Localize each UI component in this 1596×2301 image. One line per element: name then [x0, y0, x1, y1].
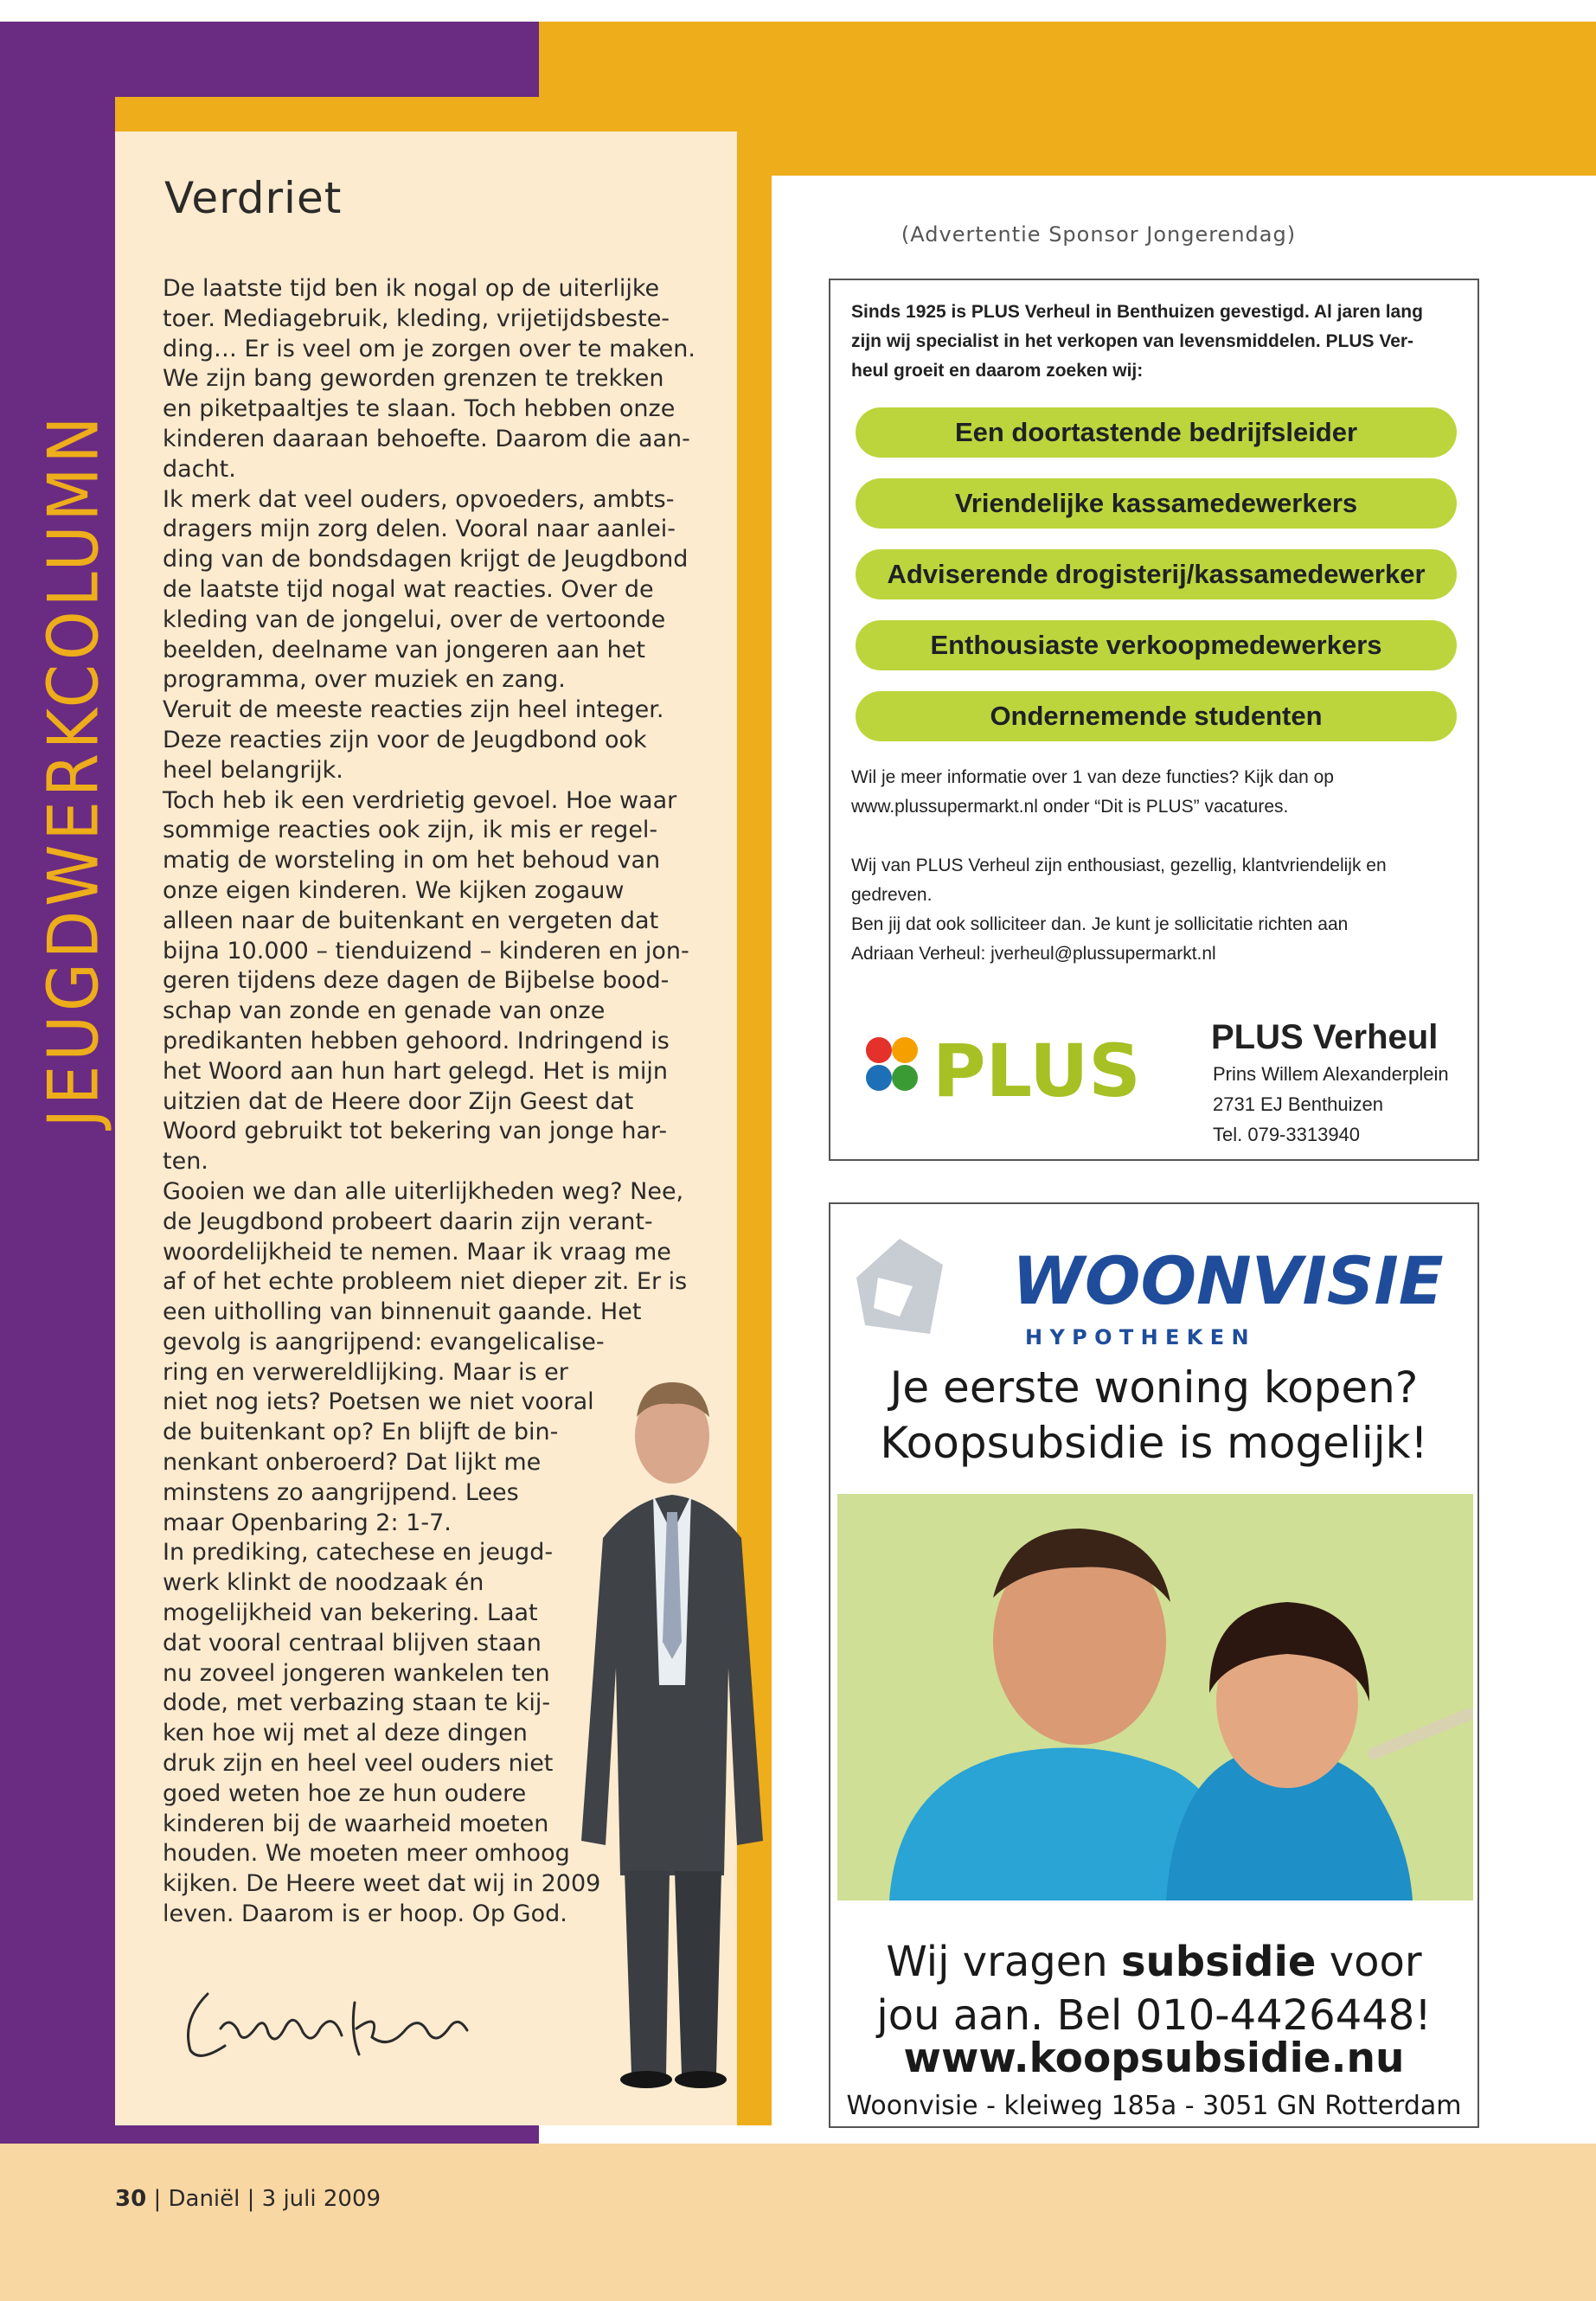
column-line: maar Openbaring 2: 1-7. [163, 1509, 452, 1536]
column-line: dode, met verbazing staan te kij- [163, 1689, 551, 1717]
column-line: kleding van de jongelui, over de vertoonde [163, 606, 666, 633]
plus-info: Wil je meer informatie over 1 van deze functies? Kijk dan op www.plussupermarkt.nl onder “Dit is PLUS” vacatures. [851, 767, 1334, 817]
woonvisie-headline: Je eerste woning kopen? Koopsubsidie is mogelijk! [880, 1362, 1428, 1468]
column-line: geren tijdens deze dagen de Bijbelse bood- [163, 967, 670, 995]
author-photo [564, 1356, 780, 2092]
author-signature [173, 1968, 476, 2072]
couple-photo [837, 1494, 1473, 1900]
column-line: Woord gebruikt tot bekering van jonge har- [163, 1118, 668, 1145]
column-line: dacht. [163, 455, 236, 483]
column-line: ten. [163, 1148, 208, 1176]
vacancy-pill: Een doortastende bedrijfsleider [856, 407, 1457, 458]
woonvisie-advertisement [829, 1202, 1479, 2128]
column-line: programma, over muziek en zang. [163, 666, 566, 694]
column-line: kinderen daaraan behoefte. Daarom die aan- [163, 425, 690, 452]
column-line: ding… Er is veel om je zorgen over te maken. [163, 335, 695, 362]
page-number: 30 [115, 2186, 147, 2212]
column-shadow-top [115, 97, 772, 131]
column-line: De laatste tijd ben ik nogal op de uiterlijke [163, 275, 660, 302]
column-line: bijna 10.000 – tienduizend – kinderen en jon- [163, 937, 689, 965]
column-line: Toch heb ik een verdrietig gevoel. Hoe waar [163, 786, 677, 814]
vacancy-pill: Ondernemende studenten [856, 691, 1457, 741]
column-line: nu zoveel jongeren wankelen ten [163, 1659, 550, 1687]
column-line: alleen naar de buitenkant en vergeten dat [163, 907, 659, 934]
vacancy-pill: Enthousiaste verkoopmedewerkers [856, 620, 1457, 670]
column-line: mogelijkheid van bekering. Laat [163, 1599, 538, 1627]
column-line: kijken. De Heere weet dat wij in 2009 [163, 1870, 601, 1898]
column-line: de laatste tijd nogal wat reacties. Over de [163, 575, 654, 603]
column-line: ken hoe wij met al deze dingen [163, 1720, 528, 1747]
column-line: houden. We moeten meer omhoog [163, 1840, 570, 1868]
store-name: PLUS Verheul [1211, 1018, 1439, 1056]
column-line: leven. Daarom is er hoop. Op God. [163, 1900, 567, 1928]
store-postcode: 2731 EJ Benthuizen [1213, 1093, 1383, 1115]
magazine-name: Daniël [168, 2186, 240, 2212]
store-address: Prins Willem Alexanderplein [1213, 1063, 1449, 1085]
column-line: de Jeugdbond probeert daarin zijn verant- [163, 1208, 653, 1235]
plus-advertisement [829, 279, 1479, 1161]
column-line: druk zijn en heel veel ouders niet [163, 1750, 554, 1778]
column-line: dat vooral centraal blijven staan [163, 1629, 542, 1657]
column-line: goed weten hoe ze hun oudere [163, 1779, 527, 1807]
column-line: woordelijkheid te nemen. Maar ik vraag me [163, 1238, 671, 1266]
woonvisie-offer: Wij vragen subsidie voor jou aan. Bel 010-4426448! [876, 1938, 1432, 2040]
column-line: en piketpaaltjes te slaan. Toch hebben onze [163, 395, 676, 423]
plus-logo [860, 1022, 1171, 1109]
ad-caption: (Advertentie Sponsor Jongerendag) [901, 222, 1297, 247]
column-line: dragers mijn zorg delen. Vooral naar aanlei- [163, 516, 676, 543]
column-line: matig de worsteling in om het behoud van [163, 847, 661, 875]
column-line: ring en verwereldlijking. Maar is er [163, 1358, 568, 1386]
woonvisie-logo [848, 1230, 1462, 1360]
footer-band [0, 2144, 1596, 2301]
column-line: het Woord aan hun hart gelegd. Het is mijn [163, 1057, 668, 1085]
page-footer: 30 | Daniël | 3 juli 2009 [115, 2186, 381, 2212]
column-line: nenkant onberoerd? Dat lijkt me [163, 1449, 542, 1477]
column-line: af of het echte probleem niet dieper zit. Er is [163, 1268, 688, 1296]
column-line: heel belangrijk. [163, 756, 343, 784]
column-line: schap van zonde en genade van onze [163, 997, 606, 1025]
column-title: Verdriet [164, 173, 343, 223]
column-line: sommige reacties ook zijn, ik mis er regel- [163, 817, 658, 844]
column-line: toer. Mediagebruik, kleding, vrijetijdsbeste- [163, 304, 670, 332]
column-line: onze eigen kinderen. We kijken zogauw [163, 876, 625, 904]
column-line: In prediking, catechese en jeugd- [163, 1539, 554, 1567]
column-line: beelden, deelname van jongeren aan het [163, 636, 645, 663]
column-line: Veruit de meeste reacties zijn heel integer. [163, 696, 664, 724]
store-phone: Tel. 079-3313940 [1213, 1124, 1361, 1145]
column-line: We zijn bang geworden grenzen te trekken [163, 365, 664, 393]
svg-text:PLUS: PLUS [933, 1029, 1141, 1109]
column-line: minstens zo aangrijpend. Lees [163, 1478, 519, 1506]
column-line: ding van de bondsdagen krijgt de Jeugdbond [163, 546, 689, 574]
column-line: niet nog iets? Poetsen we niet vooral [163, 1388, 594, 1416]
woonvisie-address: Woonvisie - kleiweg 185a - 3051 GN Rotterdam [846, 2091, 1462, 2121]
column-line: uitzien dat de Heere door Zijn Geest dat [163, 1087, 634, 1115]
vacancy-pill: Adviserende drogisterij/kassamedewerker [856, 549, 1457, 599]
section-title-vertical: JEUGDWERKCOLUMN [33, 412, 114, 1128]
svg-text:WOONVISIE: WOONVISIE [1012, 1242, 1444, 1319]
column-line: gevolg is aangrijpend: evangelicalise- [163, 1328, 605, 1356]
column-line: Ik merk dat veel ouders, opvoeders, ambts- [163, 485, 675, 513]
plus-intro: Sinds 1925 is PLUS Verheul in Benthuizen gevestigd. Al jaren lang zijn wij specialist in het verkopen van levensmiddelen. PLUS Ver- heul groeit en daarom zoeken wij: [851, 302, 1423, 381]
plus-closing: Wij van PLUS Verheul zijn enthousiast, gezellig, klantvriendelijk en gedreven. Ben jij dat ook solliciteer dan. Je kunt je sollicitatie richten aan Adriaan Verheul: jverheul@plussupermarkt.nl [851, 856, 1387, 964]
svg-text:H Y P O T H E K E N: H Y P O T H E K E N [1025, 1325, 1249, 1349]
column-line: kinderen bij de waarheid moeten [163, 1810, 549, 1837]
column-line: Gooien we dan alle uiterlijkheden weg? Nee, [163, 1177, 684, 1205]
column-line: werk klinkt de noodzaak én [163, 1569, 484, 1597]
column-line: de buitenkant op? En blijft de bin- [163, 1419, 559, 1446]
vacancy-pill: Vriendelijke kassamedewerkers [856, 478, 1457, 529]
column-line: een uitholling van binnenuit gaande. Het [163, 1298, 642, 1326]
issue-date: 3 juli 2009 [261, 2186, 381, 2212]
woonvisie-url: www.koopsubsidie.nu [903, 2035, 1405, 2082]
column-line: Deze reacties zijn voor de Jeugdbond ook [163, 726, 647, 753]
column-line: predikanten hebben gehoord. Indringend is [163, 1027, 670, 1054]
